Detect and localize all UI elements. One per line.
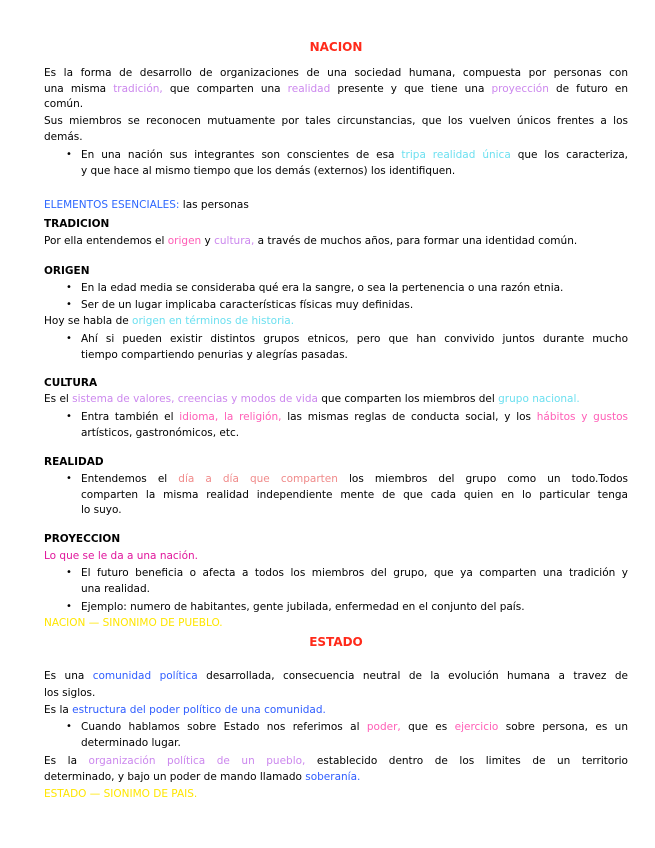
text-line: En la edad media se consideraba qué era la sangre, o sea la pertenencia o una razón etnia. <box>81 282 564 294</box>
text: Es una <box>44 670 93 682</box>
text-line: tiempo compartiendo penurias y alegrías pasadas. <box>81 348 348 361</box>
estado-paragraph-3 <box>44 754 628 770</box>
highlight-origen: origen <box>167 235 202 247</box>
highlight-realidad: realidad <box>287 82 331 95</box>
text: una misma <box>44 82 114 95</box>
nacion-title: NACION <box>309 40 363 54</box>
bullet-icon: • <box>66 411 72 422</box>
highlight-poder: poder, <box>366 721 401 733</box>
text: a través de muchos años, para formar una identidad común. <box>254 235 578 247</box>
text: de futuro en <box>548 82 628 95</box>
proyeccion-lead: Lo que se le da a una nación. <box>44 550 199 562</box>
bullet-text <box>81 281 628 297</box>
bullet-icon: • <box>66 149 72 160</box>
text-line: demás. <box>44 131 83 143</box>
text-line <box>81 148 628 164</box>
estado-sinonimo: ESTADO — SIONIMO DE PAIS. <box>44 788 198 800</box>
bullet-text <box>81 332 628 363</box>
text-line: determinado lugar. <box>81 736 181 749</box>
text-line: artísticos, gastronómicos, etc. <box>81 426 240 439</box>
text: Entendemos el <box>81 473 179 485</box>
text: sobre persona, es un <box>498 721 628 733</box>
text-line <box>44 770 360 785</box>
text-line: una realidad. <box>81 582 150 595</box>
text: que comparten los miembros del <box>317 393 499 405</box>
bullet-text <box>81 148 628 179</box>
text-line: Es la forma de desarrollo de organizaciones de una sociedad humana, compuesta por personas con <box>44 67 628 79</box>
bullet-text <box>81 720 628 751</box>
estado-paragraph-1 <box>44 669 628 685</box>
text-line: y que hace al mismo tiempo que los demás (externos) los identifiquen. <box>81 164 456 177</box>
elementos-label: ELEMENTOS ESENCIALES: <box>44 199 180 211</box>
text: Es la <box>44 755 89 767</box>
highlight-origen-historia: origen en términos de historia. <box>132 315 295 327</box>
text: y <box>201 235 215 247</box>
text: las mismas reglas de conducta social, y los <box>281 411 537 423</box>
highlight-idioma: idioma, la religión, <box>179 411 282 423</box>
text: desarrollada, consecuencia neutral de la evolución humana a travez de <box>197 670 628 682</box>
proyeccion-heading: PROYECCION <box>44 533 121 545</box>
text: que es <box>400 721 455 733</box>
text: establecido dentro de los limites de un territorio <box>305 755 628 767</box>
highlight-proyeccion: proyección <box>491 82 549 95</box>
text: En una nación sus integrantes son conscientes de esa <box>81 149 402 161</box>
bullet-icon: • <box>66 473 72 484</box>
highlight-estructura: estructura del poder político de una comunidad. <box>72 704 326 716</box>
text: que comparten una <box>162 82 288 95</box>
bullet-text <box>81 410 628 441</box>
bullet-icon: • <box>66 567 72 578</box>
text-line: El futuro beneficia o afecta a todos los miembros del grupo, que ya comparten una tradición y <box>81 567 628 579</box>
estado-title: ESTADO <box>309 635 363 649</box>
highlight-ejercicio: ejercicio <box>454 721 499 733</box>
bullet-text <box>81 472 628 519</box>
elementos-line <box>44 198 249 213</box>
text-line: Sus miembros se reconocen mutuamente por tales circunstancias, que los vuelven únicos frentes a los <box>44 115 628 127</box>
nacion-paragraph-1 <box>44 66 628 97</box>
text: Es el <box>44 393 73 405</box>
bullet-icon: • <box>66 721 72 732</box>
realidad-heading: REALIDAD <box>44 456 104 468</box>
tradicion-heading: TRADICION <box>44 218 110 230</box>
text-line: comparten la misma realidad independiente mente de que cada quien en lo particular tenga <box>81 488 628 501</box>
highlight-dia-a-dia: día a día que comparten <box>178 473 338 485</box>
text-line <box>44 669 628 685</box>
cultura-text <box>44 392 580 407</box>
bullet-icon: • <box>66 282 72 293</box>
bullet-text <box>81 298 628 314</box>
bullet-text <box>81 600 628 616</box>
highlight-tradicion: tradición, <box>113 82 163 95</box>
highlight-grupo-nacional: grupo nacional. <box>498 393 580 405</box>
nacion-sinonimo: NACION — SINONIMO DE PUEBLO. <box>44 617 223 629</box>
highlight-organizacion: organización política de un pueblo, <box>88 755 306 767</box>
text-line: común. <box>44 98 84 110</box>
text-line: Ahí si pueden existir distintos grupos etnicos, pero que han convivido juntos durante mucho <box>81 333 628 345</box>
text-line <box>44 754 628 770</box>
text-line: los siglos. <box>44 687 96 699</box>
text-line <box>81 410 628 426</box>
bullet-icon: • <box>66 299 72 310</box>
highlight-tripa: tripa realidad única <box>401 149 511 161</box>
text: Por ella entendemos el <box>44 235 168 247</box>
bullet-icon: • <box>66 601 72 612</box>
estado-paragraph-2 <box>44 703 326 718</box>
highlight-comunidad-politica: comunidad política <box>92 670 198 682</box>
bullet-icon: • <box>66 333 72 344</box>
nacion-paragraph-2 <box>44 114 628 130</box>
text-line <box>44 82 628 98</box>
text: los miembros del grupo como un todo.Todos <box>337 473 629 485</box>
text: Hoy se habla de <box>44 315 133 327</box>
highlight-soberania: soberanía. <box>305 771 361 783</box>
origen-heading: ORIGEN <box>44 265 90 277</box>
text: Entra también el <box>81 411 180 423</box>
text-line <box>81 472 628 488</box>
text-line: Ser de un lugar implicaba características físicas muy definidas. <box>81 299 414 311</box>
text: que los caracteriza, <box>510 149 628 161</box>
hoy-line <box>44 314 294 329</box>
text-line: Ejemplo: numero de habitantes, gente jubilada, enfermedad en el conjunto del país. <box>81 601 525 613</box>
text: determinado, y bajo un poder de mando llamado <box>44 771 306 783</box>
text-line <box>81 720 628 736</box>
text-line: lo suyo. <box>81 504 122 516</box>
highlight-habitos: hábitos y gustos <box>536 411 628 423</box>
text: Cuando hablamos sobre Estado nos referimos al <box>81 721 367 733</box>
text: las personas <box>179 199 249 211</box>
highlight-cultura: cultura, <box>214 235 255 247</box>
text: Es la <box>44 704 73 716</box>
highlight-sistema: sistema de valores, creencias y modos de vida <box>72 393 318 405</box>
cultura-heading: CULTURA <box>44 377 98 389</box>
tradicion-text <box>44 234 577 249</box>
bullet-text <box>81 566 628 597</box>
text: presente y que tiene una <box>330 82 492 95</box>
